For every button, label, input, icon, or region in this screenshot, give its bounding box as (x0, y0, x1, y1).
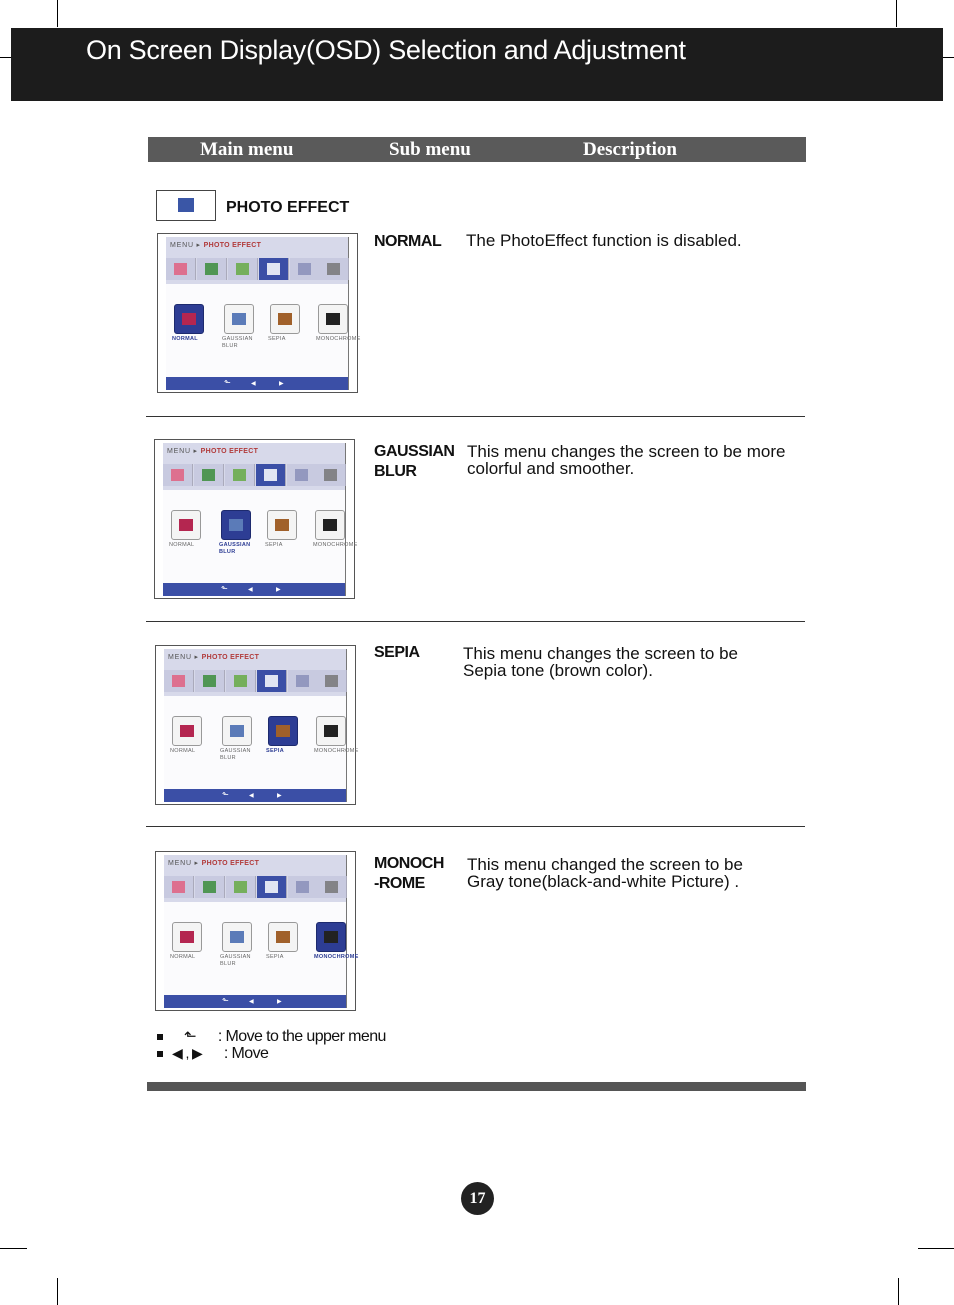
osd-breadcrumb: MENU ▸ PHOTO EFFECT (168, 654, 260, 661)
column-header-bar (148, 137, 806, 162)
osd-tab (259, 258, 289, 280)
osd-tab (164, 670, 194, 692)
osd-screenshot (155, 645, 359, 805)
legend-row-move (172, 1045, 268, 1063)
legend-row-upper (184, 1027, 386, 1046)
osd-option-label-line: GAUSSIAN (219, 542, 251, 548)
osd-tab (256, 464, 286, 486)
arrow-left-icon: ◀ (249, 999, 254, 1005)
legend-text: : Move (223, 1045, 269, 1062)
volume-icon (295, 469, 308, 481)
osd-option-tile (318, 304, 348, 334)
osd-option-tile (174, 304, 204, 334)
osd-option-tile (171, 510, 201, 540)
osd-nav-bar (164, 789, 346, 802)
description-line: This menu changed the screen to be (467, 855, 743, 874)
osd-options (164, 696, 359, 789)
osd-tab (226, 670, 256, 692)
osd-nav-bar (164, 995, 346, 1008)
sub-menu-label (374, 643, 420, 663)
arrow-left-icon: ◀ (249, 793, 254, 799)
osd-breadcrumb: MENU ▸ PHOTO EFFECT (167, 448, 259, 455)
osd-tab (195, 876, 225, 898)
color-icon (203, 675, 216, 687)
grid-icon (182, 313, 196, 325)
osd-option-label-line: GAUSSIAN (222, 336, 253, 342)
photo-effect-icon (265, 675, 278, 687)
osd-option-label (220, 954, 270, 968)
osd-option-label-line: NORMAL (170, 748, 196, 754)
osd-option-tile (316, 716, 346, 746)
grid-icon (230, 725, 244, 737)
description-text (467, 443, 785, 477)
osd-option-label (170, 954, 220, 961)
osd-panel (166, 237, 361, 390)
grid-icon (276, 931, 290, 943)
osd-tabs (164, 666, 346, 696)
arrow-right-icon: ▶ (276, 587, 281, 593)
description-line: The PhotoEffect function is disabled. (466, 231, 742, 250)
sub-menu-label-line: -ROME (374, 875, 425, 892)
osd-tab (316, 464, 346, 486)
description-line: Gray tone(black-and-white Picture) . (467, 872, 740, 891)
osd-option-tile (316, 922, 346, 952)
photo-effect-icon (178, 198, 194, 212)
osd-tab (317, 876, 347, 898)
sub-menu-label (374, 232, 441, 252)
crop-mark (0, 1248, 27, 1249)
grid-icon (323, 519, 337, 531)
osd-tab (290, 258, 320, 280)
osd-options (163, 490, 358, 583)
osd-option-label (314, 748, 364, 755)
osd-option-tile (221, 510, 251, 540)
osd-option-label (172, 336, 222, 343)
osd-option-tile (268, 716, 298, 746)
color-icon (202, 469, 215, 481)
osd-screenshot (154, 439, 358, 599)
volume-icon (296, 675, 309, 687)
volume-icon (296, 881, 309, 893)
tracking-icon (234, 881, 247, 893)
osd-breadcrumb-current: PHOTO EFFECT (200, 448, 259, 455)
osd-option-tile (172, 922, 202, 952)
osd-option-label (266, 748, 316, 755)
osd-option-label-line: NORMAL (172, 336, 198, 342)
photo-effect-icon (267, 263, 280, 275)
picture-icon (172, 675, 185, 687)
osd-option-label-line: MONOCHROME (313, 542, 358, 548)
grid-icon (326, 313, 340, 325)
arrow-right-icon: ▶ (277, 999, 282, 1005)
tracking-icon (236, 263, 249, 275)
osd-breadcrumb-menu: MENU (170, 242, 194, 249)
osd-option-label-line: BLUR (219, 549, 236, 555)
column-main-menu: Main menu (200, 139, 294, 160)
osd-tabs (166, 254, 348, 284)
grid-icon (276, 725, 290, 737)
arrow-right-icon: ▶ (277, 793, 282, 799)
osd-option-tile (315, 510, 345, 540)
osd-option-label-line: SEPIA (266, 748, 285, 754)
crop-mark (943, 57, 954, 58)
osd-option-label-line: GAUSSIAN (220, 954, 251, 960)
osd-panel (164, 855, 359, 1008)
osd-panel (163, 443, 358, 596)
arrow-left-right-icon: ◀ , ▶ (172, 1045, 203, 1061)
osd-tabs (163, 460, 345, 490)
crop-mark (0, 57, 11, 58)
osd-panel (164, 649, 359, 802)
osd-tab (319, 258, 349, 280)
sub-menu-label-line: SEPIA (374, 644, 420, 661)
picture-icon (171, 469, 184, 481)
return-icon: ⬑ (224, 378, 231, 387)
return-icon: ⬑ (184, 1028, 196, 1045)
osd-tab (317, 670, 347, 692)
osd-option-label (314, 954, 364, 961)
osd-option-label (265, 542, 315, 549)
osd-option-tile (224, 304, 254, 334)
return-icon: ⬑ (221, 584, 228, 593)
osd-option-tile (222, 716, 252, 746)
description-line: Sepia tone (brown color). (463, 661, 653, 680)
osd-tab (226, 876, 256, 898)
osd-tab (257, 876, 287, 898)
osd-option-label (219, 542, 269, 556)
grid-icon (278, 313, 292, 325)
grid-icon (275, 519, 289, 531)
osd-option-label-line: MONOCHROME (314, 748, 359, 754)
legend-bullet (157, 1051, 163, 1057)
color-icon (203, 881, 216, 893)
osd-breadcrumb-current: PHOTO EFFECT (203, 242, 262, 249)
osd-tab (197, 258, 227, 280)
osd-option-label-line: NORMAL (170, 954, 196, 960)
osd-option-label-line: BLUR (220, 755, 236, 761)
osd-option-label-line: NORMAL (169, 542, 195, 548)
osd-tab (288, 876, 318, 898)
return-icon: ⬑ (222, 996, 229, 1005)
sub-menu-label-line: BLUR (374, 463, 417, 480)
osd-option-tile (172, 716, 202, 746)
osd-nav-bar (166, 377, 348, 390)
description-line: This menu changes the screen to be more (467, 442, 786, 461)
footer-bar (147, 1082, 806, 1091)
osd-breadcrumb-menu: MENU (167, 448, 191, 455)
osd-option-label (220, 748, 270, 762)
osd-option-label (170, 748, 220, 755)
crop-mark (896, 0, 897, 27)
grid-icon (324, 725, 338, 737)
osd-option-label (313, 542, 363, 549)
setup-icon (324, 469, 337, 481)
osd-option-tile (267, 510, 297, 540)
osd-option-label (268, 336, 318, 343)
osd-option-label-line: MONOCHROME (316, 336, 361, 342)
page-title: On Screen Display(OSD) Selection and Adjustment (86, 35, 686, 65)
osd-screenshot (157, 233, 361, 393)
osd-tab (195, 670, 225, 692)
picture-icon (174, 263, 187, 275)
description-text (463, 645, 738, 679)
grid-icon (232, 313, 246, 325)
osd-option-label-line: BLUR (222, 343, 238, 349)
description-line: colorful and smoother. (467, 459, 635, 478)
divider (146, 416, 805, 417)
osd-breadcrumb-menu: MENU (168, 860, 192, 867)
sub-menu-label-line: NORMAL (374, 233, 442, 250)
osd-option-tile (270, 304, 300, 334)
sub-menu-label-line: MONOCH (374, 855, 444, 872)
osd-tab (163, 464, 193, 486)
crop-mark (57, 0, 58, 27)
photo-effect-main-item (156, 190, 216, 221)
grid-icon (324, 931, 338, 943)
osd-tab (228, 258, 258, 280)
sub-menu-label (374, 854, 444, 894)
osd-breadcrumb: MENU ▸ PHOTO EFFECT (168, 860, 260, 867)
grid-icon (230, 931, 244, 943)
description-text (466, 232, 742, 249)
osd-option-tile (268, 922, 298, 952)
sub-menu-label (374, 442, 454, 482)
osd-option-label-line: SEPIA (268, 336, 286, 342)
crop-mark (898, 1278, 899, 1305)
legend-text: : Move to the upper menu (217, 1028, 386, 1045)
divider (146, 826, 805, 827)
osd-option-label (169, 542, 219, 549)
osd-nav-bar (163, 583, 345, 596)
osd-tab (288, 670, 318, 692)
crop-mark (918, 1248, 954, 1249)
grid-icon (180, 725, 194, 737)
osd-tab (194, 464, 224, 486)
return-icon: ⬑ (222, 790, 229, 799)
divider (146, 621, 805, 622)
osd-option-label-line: MONOCHROME (314, 954, 359, 960)
osd-option-label-line: GAUSSIAN (220, 748, 251, 754)
sub-menu-label-line: GAUSSIAN (374, 443, 455, 460)
crop-mark (57, 1278, 58, 1305)
osd-breadcrumb-current: PHOTO EFFECT (201, 860, 260, 867)
main-menu-label: PHOTO EFFECT (226, 199, 350, 216)
osd-options (164, 902, 359, 995)
picture-icon (172, 881, 185, 893)
osd-options (166, 284, 361, 377)
osd-breadcrumb: MENU ▸ PHOTO EFFECT (170, 242, 262, 249)
arrow-left-icon: ◀ (248, 587, 253, 593)
setup-icon (325, 881, 338, 893)
osd-breadcrumb-menu: MENU (168, 654, 192, 661)
legend-bullet (157, 1034, 163, 1040)
grid-icon (180, 931, 194, 943)
grid-icon (229, 519, 243, 531)
osd-tabs (164, 872, 346, 902)
setup-icon (325, 675, 338, 687)
volume-icon (298, 263, 311, 275)
osd-tab (225, 464, 255, 486)
tracking-icon (233, 469, 246, 481)
osd-breadcrumb-current: PHOTO EFFECT (201, 654, 260, 661)
osd-screenshot (155, 851, 359, 1011)
osd-tab (164, 876, 194, 898)
osd-tab (257, 670, 287, 692)
grid-icon (179, 519, 193, 531)
photo-effect-icon (265, 881, 278, 893)
photo-effect-icon (264, 469, 277, 481)
osd-option-label (266, 954, 316, 961)
description-line: This menu changes the screen to be (463, 644, 738, 663)
page-number: 17 (461, 1182, 494, 1215)
osd-tab (166, 258, 196, 280)
arrow-right-icon: ▶ (279, 381, 284, 387)
column-description: Description (583, 139, 677, 160)
osd-option-label-line: SEPIA (265, 542, 283, 548)
osd-option-label-line: SEPIA (266, 954, 284, 960)
osd-tab (287, 464, 317, 486)
color-icon (205, 263, 218, 275)
osd-option-label-line: BLUR (220, 961, 236, 967)
setup-icon (327, 263, 340, 275)
osd-option-label (222, 336, 272, 350)
osd-option-tile (222, 922, 252, 952)
column-sub-menu: Sub menu (389, 139, 471, 160)
osd-option-label (316, 336, 366, 343)
description-text (467, 856, 743, 890)
tracking-icon (234, 675, 247, 687)
arrow-left-icon: ◀ (251, 381, 256, 387)
